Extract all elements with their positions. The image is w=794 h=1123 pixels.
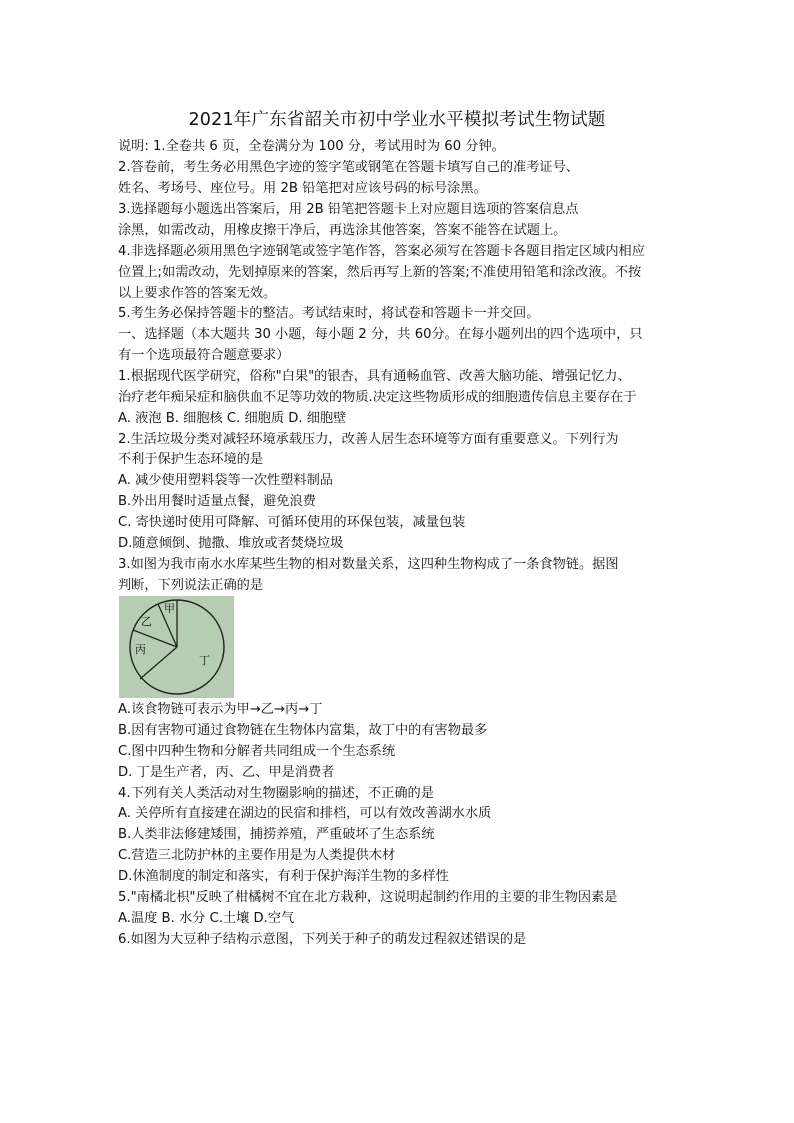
question-4-option: A. 关停所有直接建在湖边的民宿和排档，可以有效改善湖水水质 [118,806,492,821]
question-5-options: A.温度 B. 水分 C.土壤 D.空气 [118,911,295,926]
label-bing: 丙 [135,643,146,656]
question-4: 4.下列有关人类活动对生物圈影响的描述，不正确的是 [118,786,434,801]
instruction-line: 4.非选择题必须用黑色字迹钢笔或签字笔作答，答案必须写在答题卡各题目指定区域内相应 [118,244,645,259]
pie-diagram [119,596,234,698]
question-1-options: A. 液泡 B. 细胞核 C. 细胞质 D. 细胞壁 [118,411,347,426]
question-2: 2.生活垃圾分类对减轻环境承载压力，改善人居生态环境等方面有重要意义。下列行为 [118,432,619,447]
page-title: 2021年广东省韶关市初中学业水平模拟考试生物试题 [188,110,606,130]
instruction-line: 姓名、考场号、座位号。用 2B 铅笔把对应该号码的标号涂黑。 [118,181,487,196]
instruction-line: 说明: 1.全卷共 6 页，全卷满分为 100 分，考试用时为 60 分钟。 [118,139,505,154]
label-yi: 乙 [141,615,152,628]
question-3-option: C.图中四种生物和分解者共同组成一个生态系统 [118,744,396,759]
question-4-option: C.营造三北防护林的主要作用是为人类提供木材 [118,848,396,863]
question-3-option: D. 丁是生产者，丙、乙、甲是消费者 [118,765,335,780]
section-heading: 一、选择题（本大题共 30 小题，每小题 2 分，共 60分。在每小题列出的四个选项中，只 [118,327,643,342]
question-3-option: B.因有害物可通过食物链在生物体内富集，故丁中的有害物最多 [118,723,488,738]
question-3-option: A.该食物链可表示为甲→乙→丙→丁 [118,702,323,717]
section-heading: 有一个选项最符合题意要求） [118,348,290,363]
food-chain-pie-figure [119,596,234,698]
instruction-line: 以上要求作答的答案无效。 [118,286,277,301]
question-2: 不利于保护生态环境的是 [118,452,264,467]
question-2-option: C. 寄快递时使用可降解、可循环使用的环保包装，减量包装 [118,515,466,530]
question-2-option: B.外出用餐时适量点餐，避免浪费 [118,494,316,509]
label-ding: 丁 [199,654,210,667]
instruction-line: 5.考生务必保持答题卡的整洁。考试结束时，将试卷和答题卡一并交回。 [118,306,540,321]
question-1: 治疗老年痴呆症和脑供血不足等功效的物质.决定这些物质形成的细胞遗传信息主要存在于 [118,390,637,405]
question-1: 1.根据现代医学研究，俗称"白果"的银杏，具有通畅血管、改善大脑功能、增强记忆力、 [118,369,631,384]
question-2-option: A. 减少使用塑料袋等一次性塑料制品 [118,473,333,488]
question-3: 3.如图为我市南水水库某些生物的相对数量关系，这四种生物构成了一条食物链。据图 [118,557,619,572]
instruction-line: 位置上;如需改动，先划掉原来的答案，然后再写上新的答案;不准使用铅笔和涂改液。不按 [118,265,642,280]
question-5: 5."南橘北枳"反映了柑橘树不宜在北方栽种，这说明起制约作用的主要的非生物因素是 [118,890,618,905]
instruction-line: 3.选择题每小题选出答案后，用 2B 铅笔把答题卡上对应题目选项的答案信息点 [118,202,579,217]
instruction-line: 2.答卷前，考生务必用黑色字迹的签字笔或钢笔在答题卡填写自己的准考证号、 [118,160,579,175]
instruction-line: 涂黑，如需改动，用橡皮擦干净后，再选涂其他答案，答案不能答在试题上。 [118,223,567,238]
question-4-option: B.人类非法修建矮围，捕捞养殖，严重破坏了生态系统 [118,827,435,842]
question-4-option: D.休渔制度的制定和落实，有利于保护海洋生物的多样性 [118,869,449,884]
question-3: 判断，下列说法正确的是 [118,578,264,593]
question-6: 6.如图为大豆种子结构示意图，下列关于种子的萌发过程叙述错误的是 [118,932,527,947]
label-jia: 甲 [164,602,175,615]
question-2-option: D.随意倾倒、抛撒、堆放或者焚烧垃圾 [118,536,344,551]
